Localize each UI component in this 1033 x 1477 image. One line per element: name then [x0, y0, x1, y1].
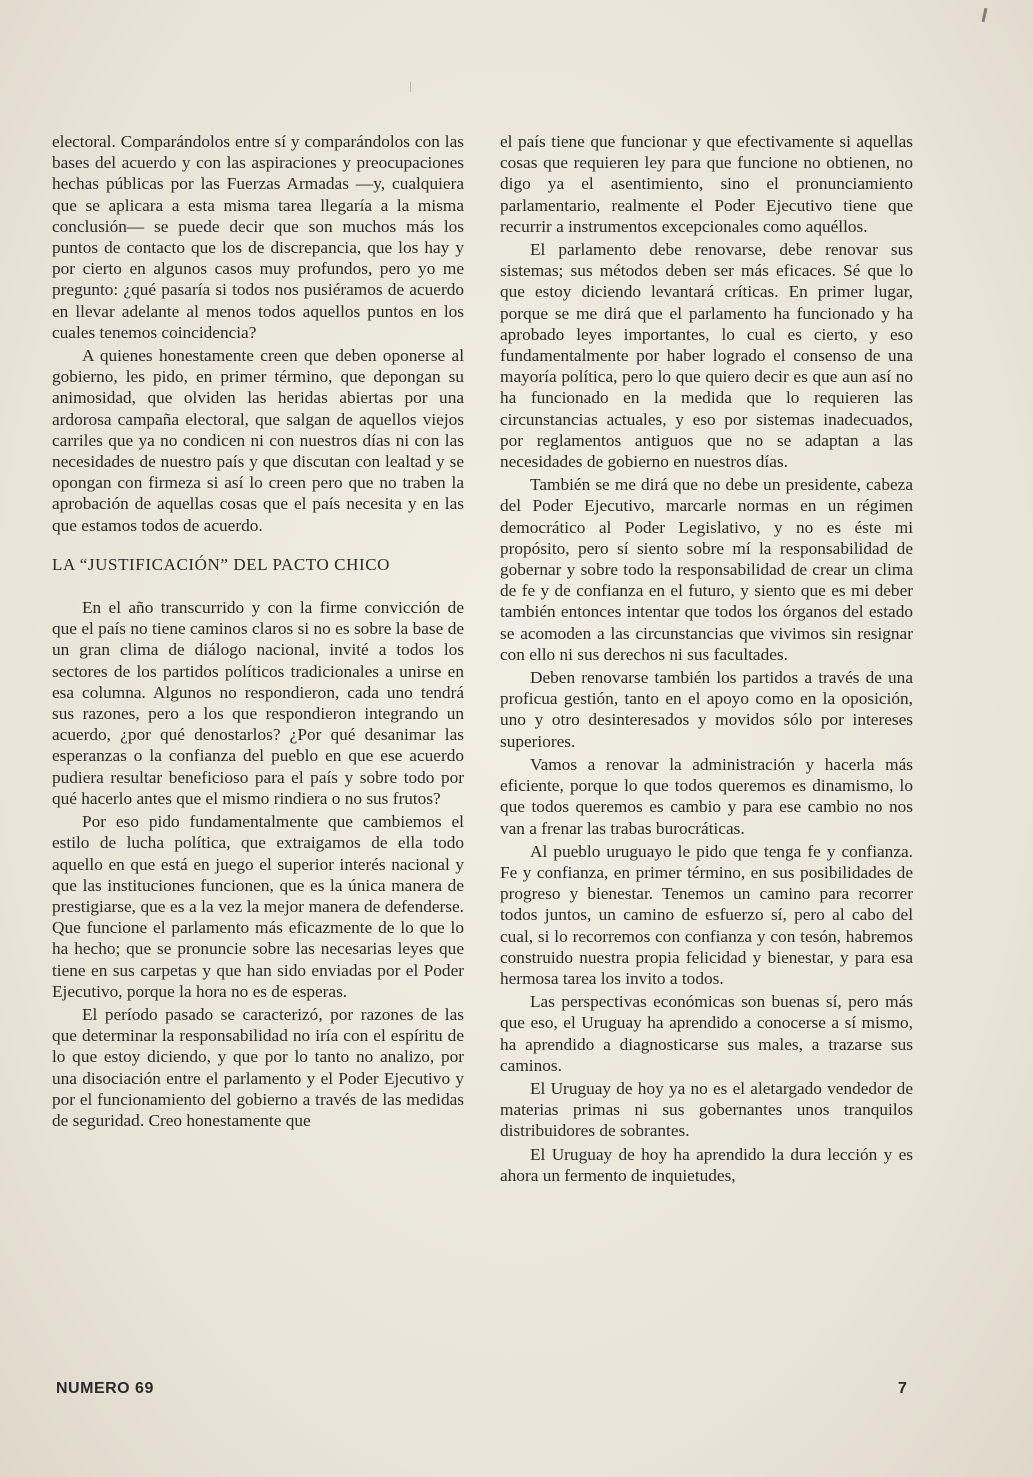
paragraph: Por eso pido fundamentalmente que cambiemos el estilo de lucha política, que extraigamos de ella todo aquello en que está en juego el superior interés nacional y que las instituciones funcionen, que es la única manera de prestigiarse, que es a la vez la mejor manera de defenderse. Que funcione el parlamento más eficazmente de lo que lo ha hecho; que se pronuncie sobre las necesarias leyes que tiene en sus carpetas y que han sido enviadas por el Poder Ejecutivo, porque la hora no es de esperas. — [52, 812, 464, 1001]
paragraph: El Uruguay de hoy ha aprendido la dura lección y es ahora un fermento de inquietudes, — [500, 1144, 913, 1185]
paragraph: En el año transcurrido y con la firme convicción de que el país no tiene caminos claros si no es sobre la base de un gran clima de diálogo nacional, invité a todos los sectores de los partidos políticos tradicionales a unirse en esa columna. Algunos no respondieron, cada uno tendrá sus razones, pero a los que respondieron integrando un acuerdo, ¿por qué denostarlos? ¿Por qué desanimar las esperanzas o la confianza del pueblo en que ese acuerdo pudiera resultar beneficioso para el país y sobre todo por qué hacerlo antes que el mismo rindiera o no sus frutos? — [52, 598, 464, 808]
paragraph: Deben renovarse también los partidos a través de una proficua gestión, tanto en el apoyo como en la oposición, uno y otro desinteresados y movidos sólo por intereses superiores. — [500, 668, 913, 751]
paragraph: Las perspectivas económicas son buenas sí, pero más que eso, el Uruguay ha aprendido a conocerse a sí mismo, ha aprendido a diagnosticarse sus males, a trazarse sus caminos. — [500, 992, 913, 1075]
paragraph: El período pasado se caracterizó, por razones de las que determinar la responsabilidad no iría con el espíritu de lo que estoy diciendo, y que por lo tanto no analizo, por una disociación entre el parlamento y el Poder Ejecutivo y por el funcionamiento del gobierno a través de las medidas de seguridad. Creo honestamente que — [52, 1004, 464, 1130]
paragraph: El Uruguay de hoy ya no es el aletargado vendedor de materias primas ni sus gobernantes unos tranquilos distribuidores de sobrantes. — [500, 1078, 913, 1141]
scan-mark — [410, 82, 411, 92]
paragraph: el país tiene que funcionar y que efectivamente si aquellas cosas que requieren ley para que funcione no obtienen, no digo ya el asentimiento, sino el pronunciamiento parlamentario, realmente el Poder Ejecutivo tiene que recurrir a instrumentos excepcionales como aquéllos. — [500, 132, 913, 236]
paragraph: También se me dirá que no debe un presidente, cabeza del Poder Ejecutivo, marcarle normas en un régimen democrático al Poder Legislativo, y no es éste mi propósito, pero sí siento sobre mí la responsabilidad de gobernar y sobre todo la responsabilidad de crear un clima de fe y de confianza en el futuro, y siento que es mi deber también entonces intentar que todos los órganos del estado se acomoden a las circunstancias que vivimos sin resignar con ello ni sus derechos ni sus facultades. — [500, 475, 913, 664]
paragraph: electoral. Comparándolos entre sí y comparándolos con las bases del acuerdo y con las aspiraciones y preocupaciones hechas públicas por las Fuerzas Armadas —y, cualquiera que se aplicara a esta misma tarea llegaría a la misma conclusión— se puede decir que son muchos más los puntos de contacto que los de discrepancia, que los hay y por cierto en algunos casos muy profundos, pero yo me pregunto: ¿qué pasaría si todos nos pusiéramos de acuerdo en llevar adelante al menos todos aquellos puntos en los cuales tenemos coincidencia? — [52, 132, 464, 342]
paragraph: Vamos a renovar la administración y hacerla más eficiente, porque lo que todos queremos es dinamismo, lo que todos queremos es cambio y para ese cambio no nos van a frenar las trabas burocráticas. — [500, 754, 913, 838]
section-heading: LA “JUSTIFICACIÓN” DEL PACTO CHICO — [52, 554, 391, 574]
paragraph: Al pueblo uruguayo le pido que tenga fe y confianza. Fe y confianza, en primer término, en sus posibilidades de progreso y bienestar. Tenemos un camino para recorrer todos juntos, un camino de esfuerzo sí, pero al cabo del cual, si lo recorremos con confianza y con tesón, habremos construido nuestra propia felicidad y bienestar, y para esa hermosa tarea los invito a todos. — [500, 841, 913, 988]
left-column — [52, 131, 464, 1133]
scan-mark — [982, 8, 988, 22]
page-number: 7 — [898, 1380, 907, 1397]
right-column — [500, 131, 913, 1188]
issue-number: NUMERO 69 — [56, 1380, 154, 1397]
paragraph: A quienes honestamente creen que deben oponerse al gobierno, les pido, en primer término, que depongan su animosidad, que olviden las heridas abiertas por una ardorosa campaña electoral, que salgan de aquellos viejos carriles que ya no condicen ni con nuestros días ni con las necesidades de nuestro país y que discutan con lealtad y se opongan con firmeza si así lo creen pero que no traben la aprobación de aquellas cosas que el país necesita y en las que estamos todos de acuerdo. — [52, 346, 464, 535]
paragraph: El parlamento debe renovarse, debe renovar sus sistemas; sus métodos deben ser más eficaces. Sé que lo que estoy diciendo levantará críticas. En primer lugar, porque se me dirá que el parlamento ha funcionado y ha aprobado leyes importantes, lo cual es cierto, y eso fundamentalmente por haber logrado el consenso de una mayoría política, pero lo que quiero decir es que aun así no ha funcionado en la medida que lo requieren las circunstancias actuales, y eso por sistemas inadecuados, por reglamentos antiguos que no se adaptan a las necesidades de gobierno en nuestros días. — [500, 240, 913, 472]
